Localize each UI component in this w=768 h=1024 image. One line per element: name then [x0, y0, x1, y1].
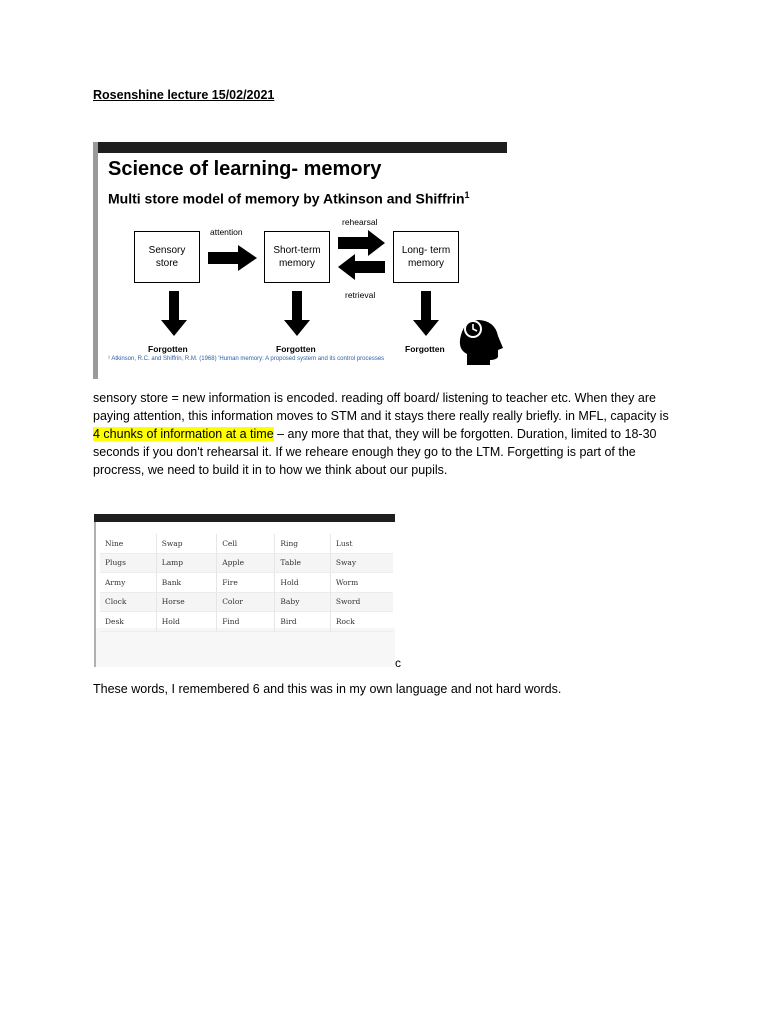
short-term-memory-box: Short-term memory: [264, 231, 330, 283]
attention-label: attention: [210, 227, 243, 237]
long-term-memory-box: Long- term memory: [393, 231, 459, 283]
table-cell: Hold: [275, 573, 330, 593]
retrieval-arrow: [338, 254, 385, 280]
forgotten-label-stm: Forgotten: [276, 344, 316, 354]
table-cell: Rock: [330, 612, 393, 632]
rehearsal-arrow: [338, 230, 385, 256]
notes-text-2: – any more that that, they will be forgotten. Duration, limited to 18-30 seconds if you don't rehearsal it. If we reheare enough they go to the LTM. Forgetting is part of the procress, we need to build it in to how we think about our pupils.: [93, 427, 657, 477]
stray-character: c: [395, 656, 401, 670]
forgotten-label-ltm: Forgotten: [405, 344, 445, 354]
forgotten-label-sensory: Forgotten: [148, 344, 188, 354]
table-cell: Lust: [330, 534, 393, 553]
table-row: [100, 592, 393, 612]
reflection-paragraph: These words, I remembered 6 and this was in my own language and not hard words.: [93, 682, 562, 696]
table-cell: Clock: [100, 592, 156, 612]
head-clock-icon: [460, 320, 503, 365]
table-cell: Bank: [156, 573, 216, 593]
rehearsal-label: rehearsal: [342, 217, 378, 227]
forgotten-arrow-sensory: [161, 291, 187, 336]
forgotten-arrow-stm: [284, 291, 310, 336]
highlighted-text: 4 chunks of information at a time: [93, 427, 274, 441]
table-cell: Swap: [156, 534, 216, 553]
table-row: [100, 534, 393, 553]
table-cell: Desk: [100, 612, 156, 632]
table-cell: Fire: [217, 573, 275, 593]
table-cell: Baby: [275, 592, 330, 612]
table-cell: Apple: [217, 553, 275, 573]
slide-title: Science of learning- memory: [108, 158, 382, 180]
document-title: Rosenshine lecture 15/02/2021: [93, 88, 275, 102]
table-row: [100, 553, 393, 573]
table-cell: Worm: [330, 573, 393, 593]
retrieval-label: retrieval: [345, 290, 376, 300]
table-cell: Bird: [275, 612, 330, 632]
memory-model-slide: [93, 142, 507, 379]
word-list-screenshot: [94, 514, 395, 667]
table-cell: Color: [217, 592, 275, 612]
table-cell: Lamp: [156, 553, 216, 573]
word-table: [100, 534, 393, 632]
screenshot-bottom-area: [96, 628, 395, 667]
table-row: [100, 573, 393, 593]
slide-subtitle-footnote-mark: 1: [464, 190, 470, 200]
table-cell: Sway: [330, 553, 393, 573]
table-cell: Nine: [100, 534, 156, 553]
forgotten-arrow-ltm: [413, 291, 439, 336]
notes-text-1: sensory store = new information is encoded. reading off board/ listening to teacher etc. When they are paying attention, this information moves to STM and it stays there really really briefly. in MFL, capacity is: [93, 391, 669, 423]
table-cell: Plugs: [100, 553, 156, 573]
attention-arrow: [208, 245, 257, 271]
screenshot-top-bar: [94, 514, 395, 522]
table-cell: Cell: [217, 534, 275, 553]
slide-subtitle-text: Multi store model of memory by Atkinson and Shiffrin: [108, 190, 465, 207]
table-cell: Horse: [156, 592, 216, 612]
sensory-store-box: Sensory store: [134, 231, 200, 283]
slide-reference: ¹ Atkinson, R.C. and Shiffrin, R.M. (1968) 'Human memory: A proposed system and its control processes: [108, 356, 385, 362]
table-cell: Sword: [330, 592, 393, 612]
table-cell: Find: [217, 612, 275, 632]
table-cell: Table: [275, 553, 330, 573]
table-row: [100, 612, 393, 632]
table-cell: Ring: [275, 534, 330, 553]
table-cell: Army: [100, 573, 156, 593]
notes-paragraph: [93, 389, 673, 479]
table-cell: Hold: [156, 612, 216, 632]
